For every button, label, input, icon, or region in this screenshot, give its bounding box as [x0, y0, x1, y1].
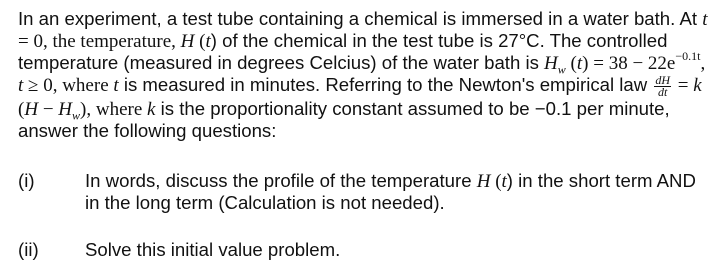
math-text: ( [194, 31, 206, 52]
intro-text: is the proportionality constant assumed to be −0.1 per minute, answer the following questions: [18, 98, 670, 141]
question-text-part: ) in the short term AND in the long term (Calculation is not needed). [85, 170, 696, 213]
math-var-k: k [147, 99, 156, 120]
question-text: Solve this initial value problem. [85, 239, 341, 260]
math-var-t: t [205, 31, 211, 52]
math-text: ( [18, 99, 25, 120]
problem-page [18, 8, 708, 260]
math-subscript-w: w [557, 62, 566, 77]
math-var-H: H [544, 53, 558, 74]
math-text: ), where [80, 99, 148, 120]
math-text: = 0, the temperature, [18, 31, 181, 52]
math-var-k: k [693, 75, 702, 96]
math-text: ( [490, 171, 502, 192]
math-var-t: t [18, 75, 24, 96]
math-var-H: H [58, 99, 73, 120]
math-text: , [700, 53, 706, 74]
math-var-H: H [180, 31, 195, 52]
math-text: ) = 38 − 22e [582, 53, 676, 74]
math-var-t: t [113, 75, 119, 96]
math-text: = [673, 75, 694, 96]
question-text-part: In words, discuss the profile of the temperature [85, 170, 477, 191]
intro-text: is measured in minutes. Referring to the Newton's empirical law [118, 74, 653, 95]
problem-statement [18, 8, 708, 141]
math-var-H: H [476, 171, 491, 192]
fraction-numerator: dH [655, 73, 671, 87]
question-number: (ii) [18, 239, 39, 260]
question-number: (i) [18, 170, 35, 191]
math-var-t: t [576, 53, 583, 74]
math-exponent: −0.1t [675, 48, 701, 63]
math-text: ( [565, 53, 577, 74]
fraction-denominator: dt [658, 85, 668, 99]
math-text: ≥ 0, where [23, 75, 114, 96]
math-var-H: H [24, 99, 39, 120]
math-subscript-w: w [72, 108, 81, 123]
intro-text: In an experiment, a test tube containing a chemical is immersed in a water bath. At [18, 8, 703, 29]
math-text: − [38, 99, 59, 120]
derivative-fraction [654, 75, 671, 98]
math-var-t: t [501, 171, 507, 192]
intro-text: ) of the chemical in the test tube is 27°C. The controlled temperature (measured in degrees Celcius) of the water bath is [18, 30, 668, 73]
math-var-t: t [702, 9, 708, 30]
question-text [85, 170, 705, 213]
